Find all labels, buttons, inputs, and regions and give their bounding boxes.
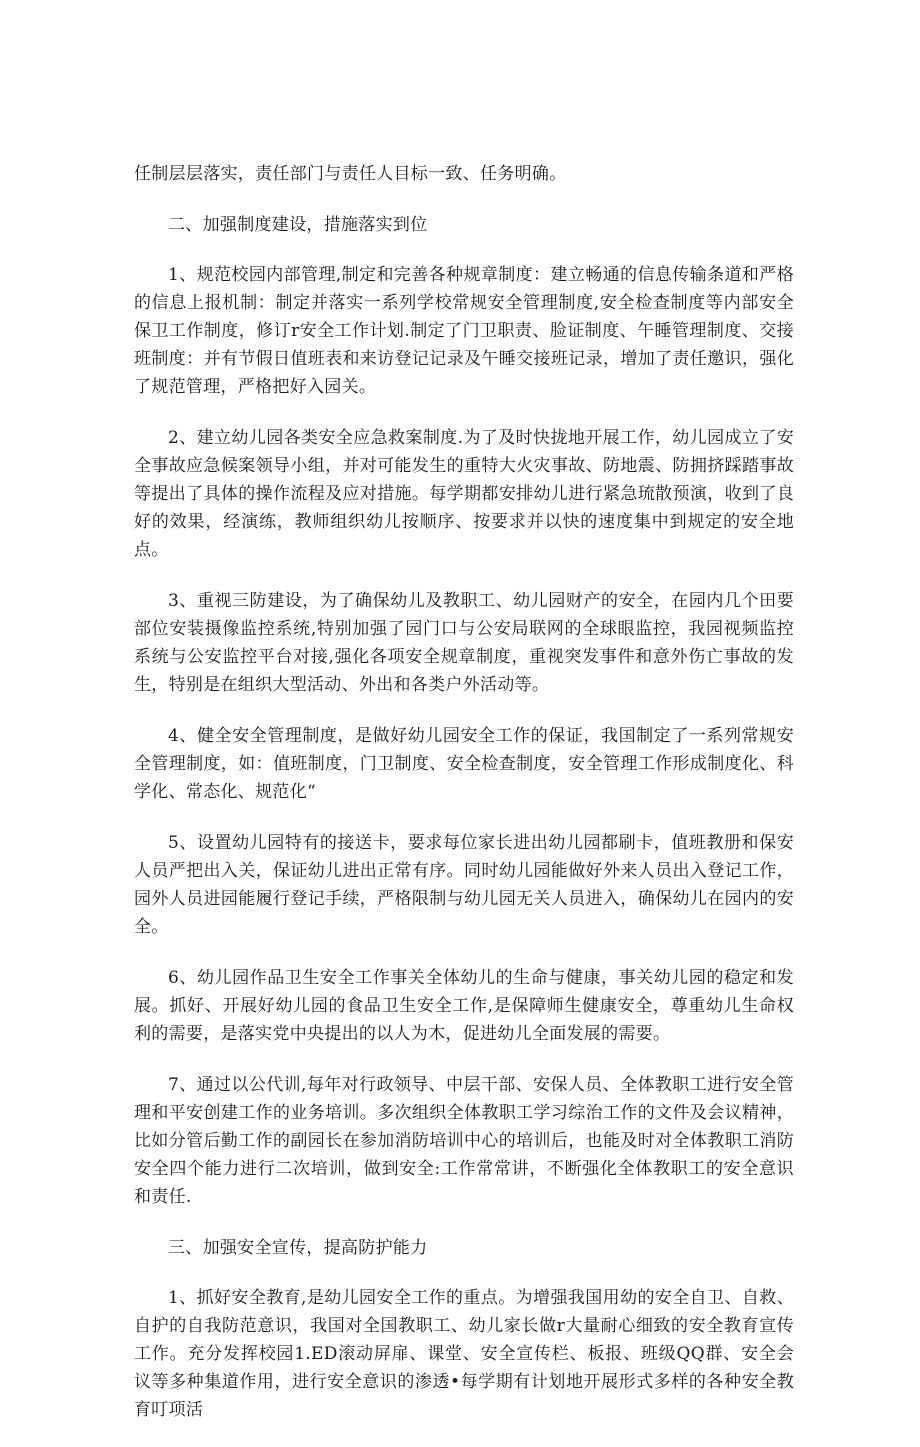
paragraph-continuation: 任制层层落实，责任部门与责任人目标一致、任务明确。 xyxy=(134,164,567,184)
section-heading-2: 二、加强制度建设，措施落实到位 xyxy=(168,215,428,235)
document-body xyxy=(134,160,794,1447)
paragraph-2-4: 4、健全安全管理制度，是做好幼儿园安全工作的保证，我国制定了一系列常规安全管理制度，如：值班制度，门卫制度、安全检查制度，安全管理工作形成制度化、科学化、常态化、规范化“ xyxy=(134,726,794,802)
paragraph-3-1: 1、抓好安全教育,是幼儿园安全工作的重点。为增强我国用幼的安全自卫、自救、自护的自我防范意识，我国对全国教职工、幼儿家长做r大量耐心细致的安全教育宣传工作。充分发挥校园1.ED滚动屏扉、课堂、安全宣传栏、板报、班级QQ群、安全会议等多种集道作用，进行安全意识的渗透•每学期有计划地开展形式多样的各种安全教育叮项活 xyxy=(134,1288,794,1420)
paragraph-2-5: 5、设置幼儿园特有的接送卡，要求每位家长进出幼儿园都刷卡，值班教册和保安人员严把出入关，保证幼儿进出正常有序。同时幼儿园能做好外来人员出入登记工作，园外人员进园能履行登记手续，严格限制与幼儿园无关人员进入，确保幼儿在园内的安全。 xyxy=(134,833,794,937)
paragraph-2-7: 7、通过以公代训,每年对行政领导、中层干部、安保人员、全体教职工进行安全管理和平安创建工作的业务培训。多次组织全体教职工学习综治工作的文件及会议精神，比如分管后勤工作的副园长在参加消防培训中心的培训后，也能及时对全体教职工消防安全四个能力进行二次培训，做到安全:工作常常讲，不断强化全体教职工的安全意识和责任. xyxy=(134,1075,794,1207)
paragraph-2-6: 6、幼儿园作品卫生安全工作事关全体幼儿的生命与健康，事关幼儿园的稳定和发展。抓好、开展好幼儿园的食品卫生安全工作,是保障师生健康安全，尊重幼儿生命权利的需要，是落实党中央提出的以人为木，促进幼儿全面发展的需要。 xyxy=(134,968,794,1044)
paragraph-2-1: 1、规范校园内部管理,制定和完善各种规章制度：建立畅通的信息传输条道和严格的信息上报机制：制定并落实一系列学校常规安全管理制度,安全检查制度等内部安全保卫工作制度，修订r安全工作计划.制定了门卫职责、脸证制度、午睡管理制度、交接班制度：并有节假日值班表和来访登记记录及午睡交接班记录，增加了责任邀识，强化了规范管理，严格把好入园关。 xyxy=(134,265,794,397)
section-heading-3: 三、加强安全宣传，提高防护能力 xyxy=(168,1238,428,1258)
paragraph-2-3: 3、重视三防建设，为了确保幼儿及教职工、幼儿园财产的安全，在园内几个田要部位安装摄像监控系统,特别加强了园门口与公安局联网的全球眼监控，我园视频监控系统与公安监控平台对接,强化各项安全规章制度，重视突发事件和意外伤亡事故的发生，特别是在组织大型活动、外出和各类户外活动等。 xyxy=(134,591,794,695)
paragraph-2-2: 2、建立幼儿园各类安全应急救案制度.为了及时快拢地开展工作，幼儿园成立了安全事故应急候案领导小组，并对可能发生的重特大火灾事故、防地震、防拥挤踩踏事故等提出了具体的操作流程及应对措施。每学期都安排幼儿进行紧急琉散预演，收到了良好的效果，经演练，教师组织幼儿按顺序、按要求并以快的速度集中到规定的安全地点。 xyxy=(134,428,794,560)
